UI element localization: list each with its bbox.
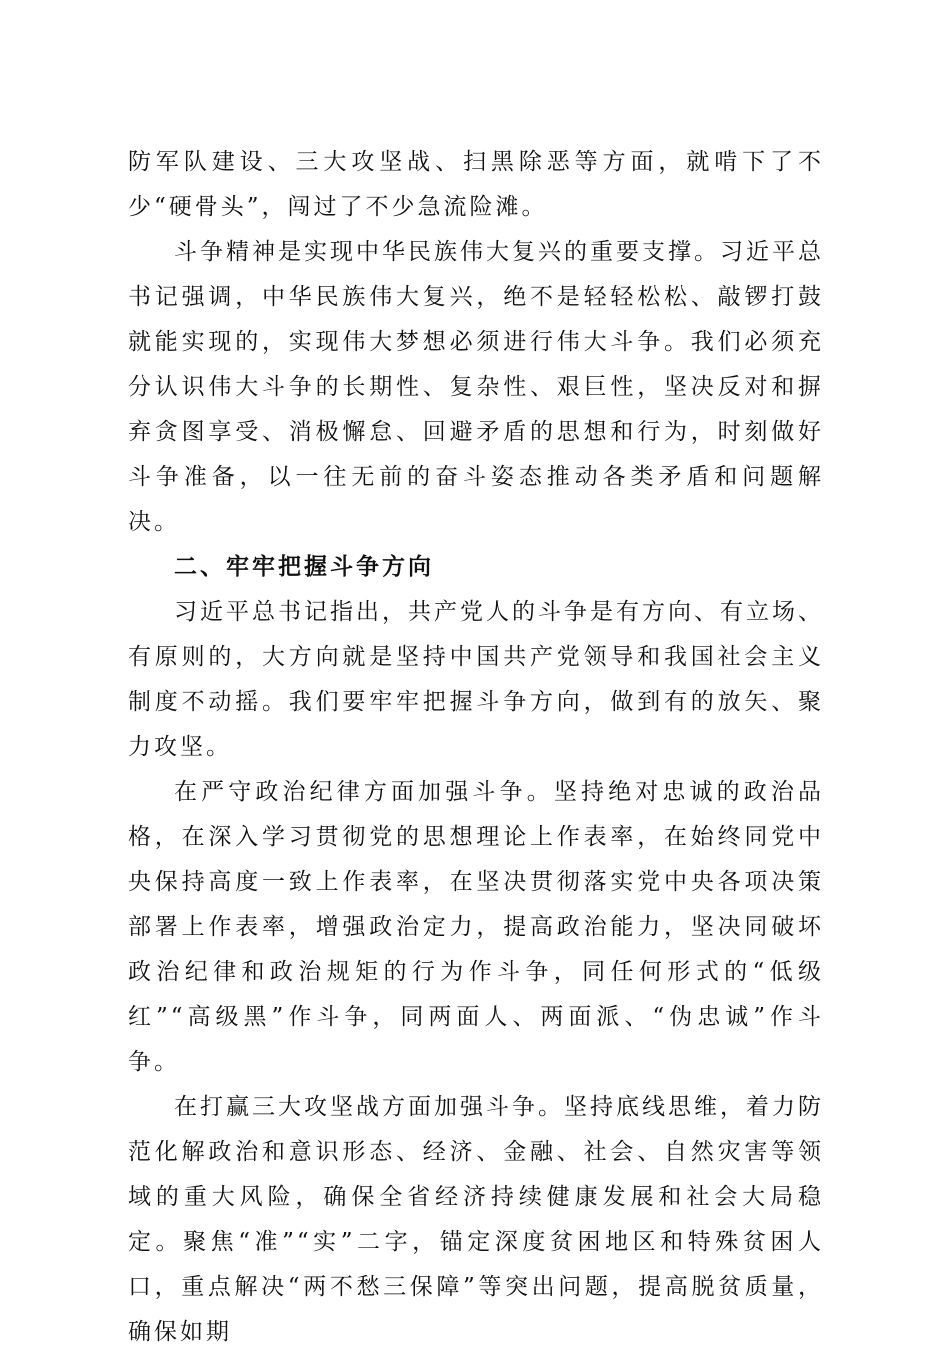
section-heading: 二、牢牢把握斗争方向 — [174, 554, 434, 580]
document-body — [128, 140, 824, 1355]
paragraph-continuation: 防军队建设、三大攻坚战、扫黑除恶等方面，就啃下了不少“硬骨头”，闯过了不少急流险滩。 — [128, 149, 824, 220]
paragraph-struggle-spirit: 斗争精神是实现中华民族伟大复兴的重要支撑。习近平总书记强调，中华民族伟大复兴，绝不是轻轻松松、敲锣打鼓就能实现的，实现伟大梦想必须进行伟大斗争。我们必须充分认识伟大斗争的长期性、复杂性、艰巨性，坚决反对和摒弃贪图享受、消极懈怠、回避矛盾的思想和行为，时刻做好斗争准备，以一往无前的奋斗姿态推动各类矛盾和问题解决。 — [128, 239, 824, 535]
paragraph-struggle-direction: 习近平总书记指出，共产党人的斗争是有方向、有立场、有原则的，大方向就是坚持中国共产党领导和我国社会主义制度不动摇。我们要牢牢把握斗争方向，做到有的放矢、聚力攻坚。 — [128, 599, 824, 760]
paragraph-political-discipline: 在严守政治纪律方面加强斗争。坚持绝对忠诚的政治品格，在深入学习贯彻党的思想理论上作表率，在始终同党中央保持高度一致上作表率，在坚决贯彻落实党中央各项决策部署上作表率，增强政治定力，提高政治能力，坚决同破坏政治纪律和政治规矩的行为作斗争，同任何形式的“低级红”“高级黑”作斗争，同两面人、两面派、“伪忠诚”作斗争。 — [128, 779, 824, 1075]
paragraph-three-battles: 在打赢三大攻坚战方面加强斗争。坚持底线思维，着力防范化解政治和意识形态、经济、金融、社会、自然灾害等领域的重大风险，确保全省经济持续健康发展和社会大局稳定。聚焦“准”“实”二字，锚定深度贫困地区和特殊贫困人口，重点解决“两不愁三保障”等突出问题，提高脱贫质量，确保如期 — [128, 1094, 824, 1345]
